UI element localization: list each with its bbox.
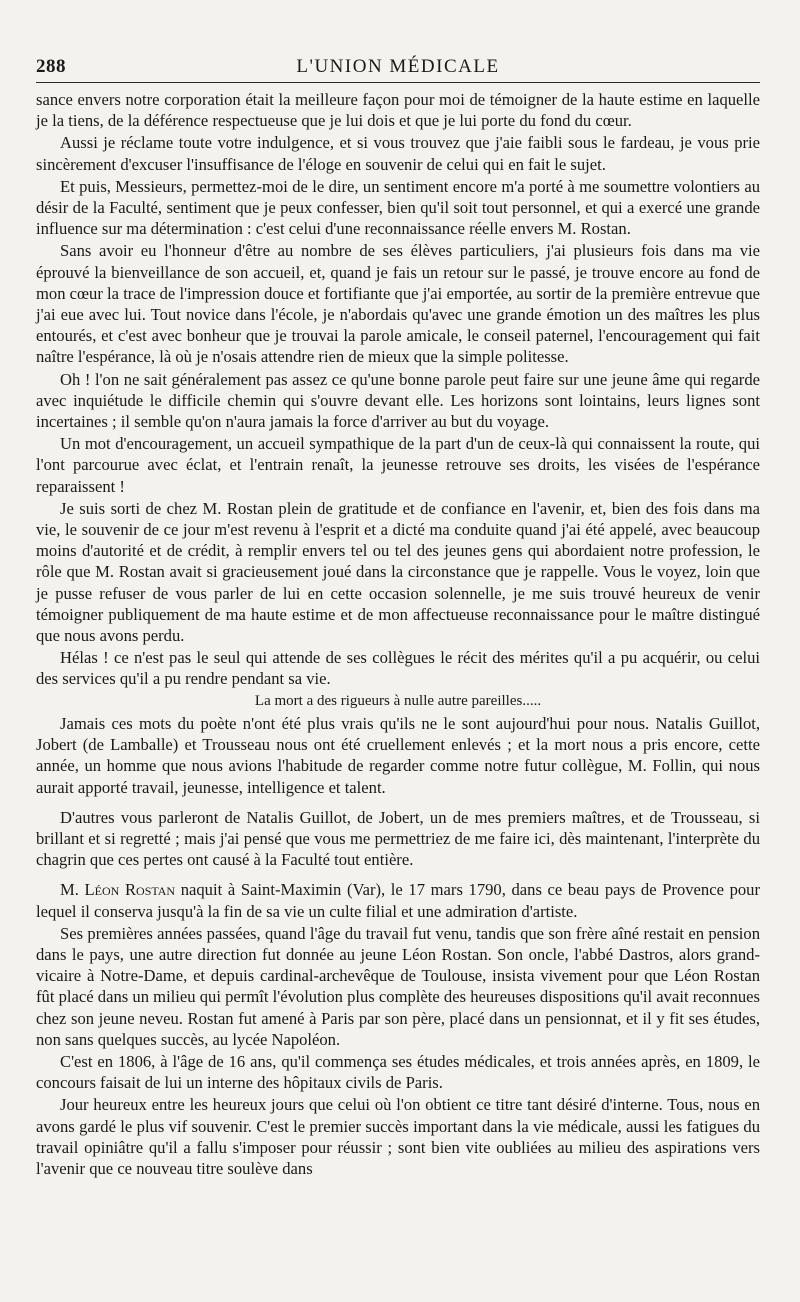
paragraph-14: Jour heureux entre les heureux jours que celui où l'on obtient ce titre tant désiré d'interne. Tous, nous en avons gardé le plus vif souvenir. C'est le premier succès important dans la vie médicale, aussi les fatigues du travail opiniâtre qu'il a fallu s'imposer pour réussir ; sont bien vite oubliées au milieu des aspirations vers l'avenir que ce nouveau titre soulève dans <box>36 1095 760 1178</box>
paragraph-8: Hélas ! ce n'est pas le seul qui attende de ses collègues le récit des mérites qu'il a pu acquérir, ou celui des services qu'il a pu rendre pendant sa vie. <box>36 648 760 689</box>
paragraph-12: Ses premières années passées, quand l'âge du travail fut venu, tandis que son frère aîné restait en pension dans le pays, une autre direction fut donnée au jeune Léon Rostan. Son oncle, l'abbé Dastros, alors grand-vicaire à Notre-Dame, et depuis cardinal-archevêque de Toulouse, insista vivement pour que Léon Rostan fût placé dans un milieu qui permît l'évolution plus complète des heureuses dispositions qu'il avait reconnues chez son jeune neveu. Rostan fut amené à Paris par son père, placé dans un pensionnat, et il y fit ses études, non sans quelques succès, au lycée Napoléon. <box>36 923 760 1049</box>
paragraph-2: Aussi je réclame toute votre indulgence, et si vous trouvez que j'aie faibli sous le fardeau, je vous prie sincèrement d'excuser l'insuffisance de l'éloge en souvenir de celui qui en fait le sujet. <box>36 133 760 174</box>
paragraph-1: sance envers notre corporation était la meilleure façon pour moi de témoigner de la haute estime en laquelle je la tiens, de la déférence respectueuse que je lui dois et que je lui porte du fond du cœur. <box>36 90 760 131</box>
page-header <box>36 50 760 83</box>
running-title: L'UNION MÉDICALE <box>296 56 500 77</box>
paragraph-10: D'autres vous parleront de Natalis Guillot, de Jobert, un de mes premiers maîtres, et de Trousseau, si brillant et si regretté ; mais j'ai pensé que vous me permettriez de me faire ici, dès maintenant, l'interprète du chagrin que ces pertes ont causé à la Faculté tout entière. <box>36 807 760 870</box>
paragraph-11-prefix: M. <box>60 880 85 900</box>
paragraph-6: Un mot d'encouragement, un accueil sympathique de la part d'un de ceux-là qui connaissent la route, qui l'ont parcourue avec éclat, et l'entrain renaît, la jeunesse retrouve ses droits, les visées de l'espérance reparaissent ! <box>36 434 760 496</box>
paragraph-3: Et puis, Messieurs, permettez-moi de le dire, un sentiment encore m'a porté à me soumettre volontiers au désir de la Faculté, sentiment que je peux confesser, bien qu'il soit tout personnel, et qui a exercé une grande influence sur ma détermination : c'est celui d'une reconnaissance réelle envers M. Rostan. <box>36 176 760 239</box>
paragraph-4: Sans avoir eu l'honneur d'être au nombre de ses élèves particuliers, j'ai plusieurs fois dans ma vie éprouvé la bienveillance de son accueil, et, quand je fais un retour sur le passé, je trouve encore au fond de mon cœur la trace de l'impression douce et fortifiante que j'ai emportée, au sortir de la première entrevue que j'ai eue avec lui. Tout novice dans l'école, je n'abordais qu'avec une grande émotion un des maîtres les plus entourés, et c'est avec bonheur que je trouvai la parole amicale, le conseil paternel, l'encouragement qui fait naître l'espérance, là où je n'osais attendre rien de mieux que la simple politesse. <box>36 241 760 367</box>
subject-name: Léon Rostan <box>84 880 176 900</box>
paragraph-9: Jamais ces mots du poète n'ont été plus vrais qu'ils ne le sont aujourd'hui pour nous. Natalis Guillot, Jobert (de Lamballe) et Trousseau nous ont été cruellement enlevés ; et la mort nous a pris encore, cette année, un homme que nous avions l'habitude de regarder comme notre futur collègue, M. Follin, qui nous aurait apporté travail, jeunesse, intelligence et talent. <box>36 713 760 797</box>
paragraph-13: C'est en 1806, à l'âge de 16 ans, qu'il commença ses études médicales, et trois années après, en 1809, le concours faisait de lui un interne des hôpitaux civils de Paris. <box>36 1051 760 1093</box>
paragraph-7: Je suis sorti de chez M. Rostan plein de gratitude et de confiance en l'avenir, et, bien des fois dans ma vie, le souvenir de ce jour m'est revenu à l'esprit et a dicté ma conduite quand j'ai été appelé, avec beaucoup moins d'autorité et de crédit, à remplir envers tel ou tel des jeunes gens qui abordaient notre profession, le rôle que M. Rostan avait si gracieusement joué dans la circonstance que je rappelle. Vous le voyez, loin que je pusse refuser de vous parler de lui en cette occasion solennelle, je me suis trouvé heureux de venir témoigner publiquement de ma haute estime et de mon affectueuse reconnaissance pour le maître distingué que nous avons perdu. <box>36 498 760 646</box>
paragraph-5: Oh ! l'on ne sait généralement pas assez ce qu'une bonne parole peut faire sur une jeune âme qui regarde avec inquiétude le difficile chemin qui s'ouvre devant elle. Les horizons sont lointains, leurs lignes sont incertaines ; il semble qu'on n'aura jamais la force d'arriver au but du voyage. <box>36 369 760 432</box>
verse-quotation: La mort a des rigueurs à nulle autre pareilles..... <box>254 692 542 709</box>
paragraph-11 <box>36 879 760 921</box>
page-number: 288 <box>36 56 66 77</box>
paragraph-11-rest: naquit à Saint-Maximin (Var), le 17 mars 1790, dans ce beau pays de Provence pour lequel il conserva jusqu'à la fin de sa vie un culte filial et une admiration d'artiste. <box>36 880 760 921</box>
body-text <box>36 89 760 1179</box>
